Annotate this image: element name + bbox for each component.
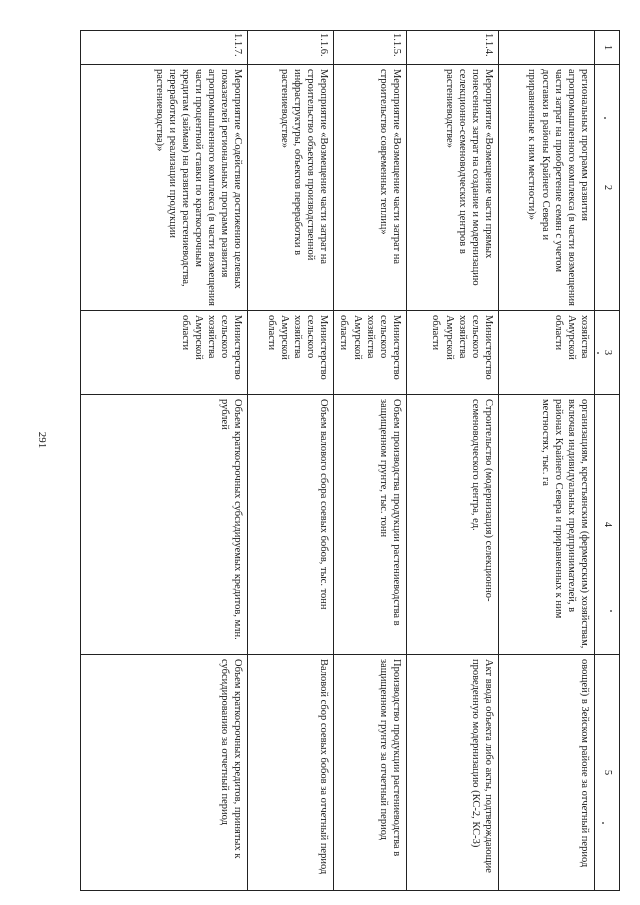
scan-speck [610, 610, 612, 612]
table-row [407, 31, 499, 891]
indicator-cell: Объем производства продукции растениеводства в защищенном грунте, тыс. тонн [334, 395, 407, 655]
indicator-cell: Строительство (модернизация) селекционно-семеноводческого центра, ед. [407, 395, 499, 655]
table-row [334, 31, 407, 891]
row-number-cell: 1.1.7. [81, 31, 248, 65]
executor-cell: Министерство сельского хозяйства Амурской области [407, 311, 499, 395]
source-cell: Объем краткосрочных кредитов, принятых к субсидированию за отчетный период [81, 655, 248, 891]
table-row [81, 31, 248, 891]
scan-speck [604, 117, 606, 119]
row-number-cell: 1.1.4. [407, 31, 499, 65]
column-header-2: 2 [595, 65, 620, 311]
executor-cell: Министерство сельского хозяйства Амурской области [81, 311, 248, 395]
event-cell: Мероприятие «Возмещение части затрат на строительство современных теплиц» [334, 65, 407, 311]
table-row [499, 31, 595, 891]
source-cell: Валовой сбор соевых бобов за отчетный период [248, 655, 334, 891]
page-number: 291 [36, 431, 48, 449]
row-number-cell: 1.1.5. [334, 31, 407, 65]
column-header-3: 3 [595, 311, 620, 395]
scan-speck [602, 822, 604, 824]
indicator-cell: Объем краткосрочных субсидируемых кредитов, млн. рублей [81, 395, 248, 655]
rotated-table-container [80, 30, 620, 890]
column-header-1: 1 [595, 31, 620, 65]
table-row [248, 31, 334, 891]
event-cell: Мероприятие «Содействие достижению целевых показателей региональных программ развития агропромышленного комплекса (в части возмещения части процентной ставки по краткосрочным кредитам (займам) на развитие растениеводства, переработки и реализации продукции растениеводства)» [81, 65, 248, 311]
source-cell: овощей) в Зейском районе за отчетный период [499, 655, 595, 891]
source-cell: Акт ввода объекта либо акты, подтверждающие проведенную модернизацию (КС-2, КС-3) [407, 655, 499, 891]
program-events-table [80, 30, 620, 891]
event-cell: региональных программ развития агропромышленного комплекса (в части возмещения части затрат на приобретение семян с учетом доставки в районы Крайнего Севера и приравненные к ним местности)» [499, 65, 595, 311]
event-cell: Мероприятие «Возмещение части прямых понесенных затрат на создание и модернизацию селекционно-семеноводческих центров в растениеводстве» [407, 65, 499, 311]
column-header-4: 4 [595, 395, 620, 655]
row-number-cell [499, 31, 595, 65]
indicator-cell: организациям, крестьянским (фермерским) хозяйствам, включая индивидуальных предпринимателей, в районах Крайнего Севера и приравненных к ним местностях, тыс. га [499, 395, 595, 655]
row-number-cell: 1.1.6. [248, 31, 334, 65]
executor-cell: Министерство сельского хозяйства Амурской области [248, 311, 334, 395]
executor-cell: хозяйства Амурской области [499, 311, 595, 395]
column-header-5: 5 [595, 655, 620, 891]
indicator-cell: Объем валового сбора соевых бобов, тыс. тонн [248, 395, 334, 655]
executor-cell: Министерство сельского хозяйства Амурской области [334, 311, 407, 395]
event-cell: Мероприятие «Возмещение части затрат на строительство объектов производственной инфраструктуры, объектов переработки в растениеводстве» [248, 65, 334, 311]
scan-speck [597, 352, 599, 354]
table-header-row [595, 31, 620, 891]
source-cell: Производство продукции растениеводства в защищенном грунте за отчетный период [334, 655, 407, 891]
